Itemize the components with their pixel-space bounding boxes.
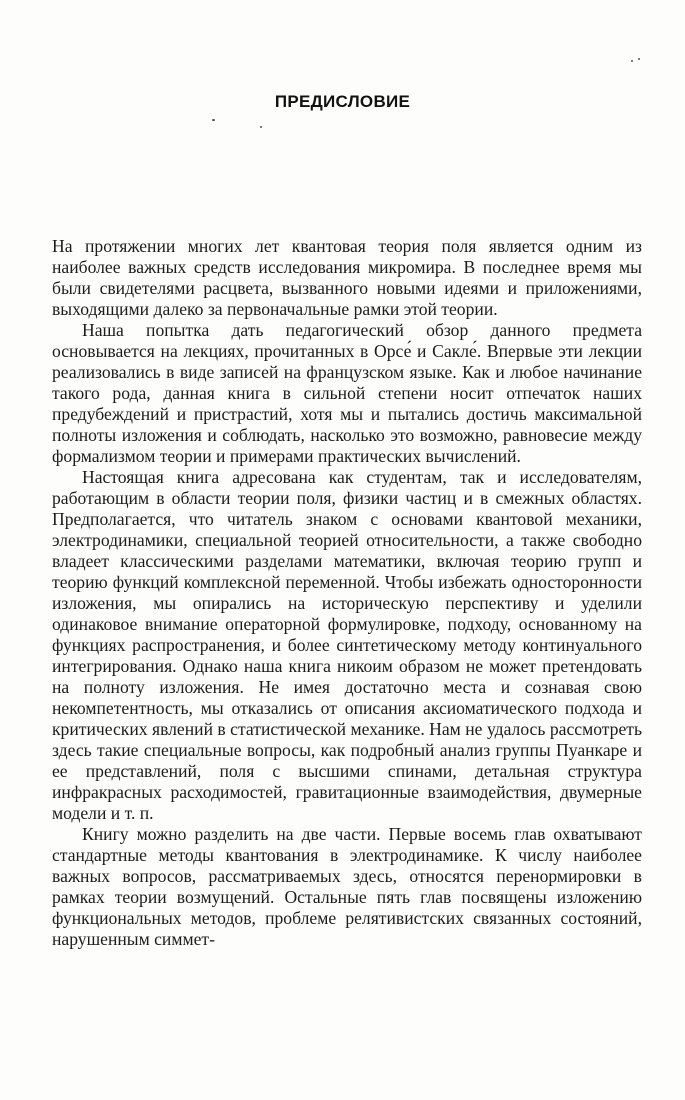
- page-title: ПРЕДИСЛОВИЕ: [274, 92, 411, 111]
- print-speck: [638, 58, 640, 60]
- body-text: [52, 236, 642, 950]
- paragraph-3: Настоящая книга адресована как студентам, так и исследователям, работающим в области теории поля, физики частиц и в смежных областях. Предполагается, что читатель знаком с основами квантовой механики, электродинамики, специальной теорией относительности, а также свободно владеет классическими разделами математики, включая теорию групп и теорию функций комплексной переменной. Чтобы избежать односторонности изложения, мы опирались на историческую перспективу и уделили одинаковое внимание операторной формулировке, подходу, основанному на функциях распространения, и более синтетическому методу континуального интегрирования. Однако наша книга никоим образом не может претендовать на полноту изложения. Не имея достаточно места и сознавая свою некомпетентность, мы отказались от описания аксиоматического подхода и критических явлений в статистической механике. Нам не удалось рассмотреть здесь такие специальные вопросы, как подробный анализ группы Пуанкаре и ее представлений, поля с высшими спинами, детальная структура инфракрасных расходимостей, гравитационные взаимодействия, двумерные модели и т. п.: [52, 467, 642, 823]
- paragraph-2: Наша попытка дать педагогический обзор данного предмета основывается на лекциях, прочитанных в Орсе́ и Сакле́. Впервые эти лекции реализовались в виде записей на французском языке. Как и любое начинание такого рода, данная книга в сильной степени носит отпечаток наших предубеждений и пристрастий, хотя мы и пытались достичь максимальной полноты изложения и соблюдать, насколько это возможно, равновесие между формализмом теории и примерами практических вычислений.: [52, 320, 642, 466]
- paragraph-4: Книгу можно разделить на две части. Первые восемь глав охватывают стандартные методы квантования в электродинамике. К числу наиболее важных вопросов, рассматриваемых здесь, относятся перенормировки в рамках теории возмущений. Остальные пять глав посвящены изложению функциональных методов, проблеме релятивистских связанных состояний, нарушенным симмет-: [52, 824, 642, 949]
- paragraph-1: На протяжении многих лет квантовая теория поля является одним из наиболее важных средств исследования микромира. В последнее время мы были свидетелями расцвета, вызванного новыми идеями и приложениями, выходящими далеко за первоначальные рамки этой теории.: [52, 236, 642, 319]
- print-speck: [260, 126, 262, 128]
- print-speck: [631, 60, 633, 62]
- print-speck: [212, 119, 215, 121]
